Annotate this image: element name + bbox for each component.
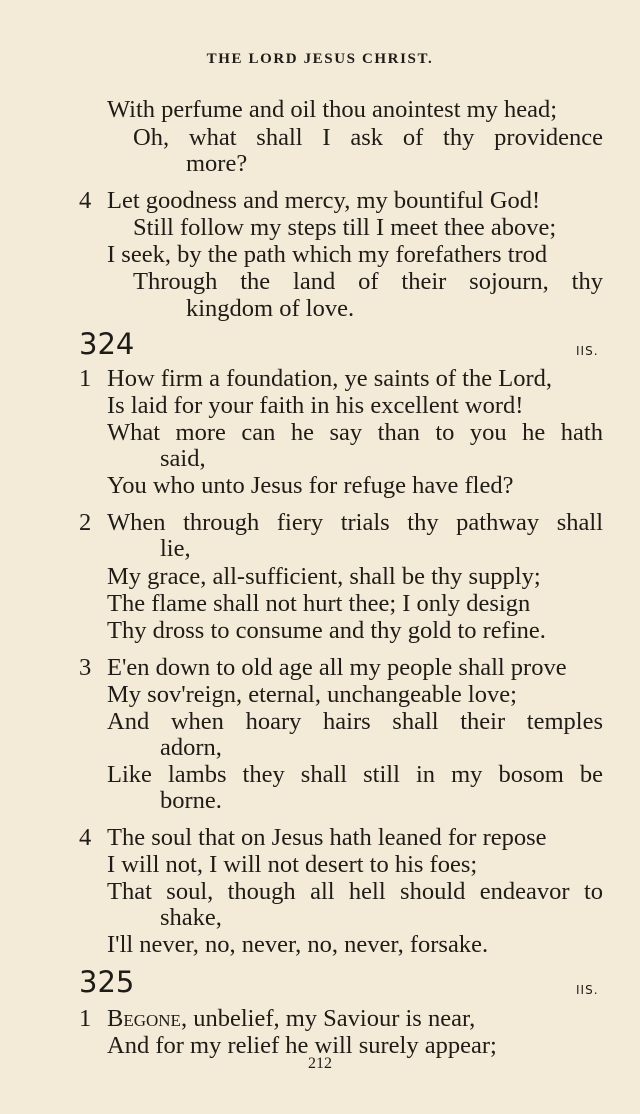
verse-line: And for my relief he will surely appear;	[107, 1032, 497, 1059]
verse-line-rest: unbelief, my Saviour is near,	[193, 1005, 476, 1032]
stanza-number: 2	[79, 509, 92, 536]
verse-line: kingdom of love.	[186, 295, 355, 322]
verse-line: The soul that on Jesus hath leaned for repose	[107, 824, 547, 851]
verse-line: With perfume and oil thou anointest my head;	[107, 96, 558, 123]
hymn-number: 324	[79, 327, 135, 361]
verse-line: Let goodness and mercy, my bountiful God!	[107, 187, 541, 214]
stanza-number: 4	[79, 824, 92, 851]
verse-line: shake,	[160, 904, 222, 931]
verse-line: E'en down to old age all my people shall prove	[107, 654, 567, 681]
verse-line: That soul, though all hell should endeavor to	[107, 878, 603, 905]
verse-line: Oh, what shall I ask of thy providence	[133, 124, 603, 151]
verse-line: adorn,	[160, 734, 222, 761]
verse-line	[107, 1005, 475, 1033]
verse-line: Thy dross to consume and thy gold to refine.	[107, 617, 546, 644]
page-number: 212	[308, 1055, 332, 1072]
verse-line: more?	[186, 150, 248, 177]
stanza-number: 3	[79, 654, 92, 681]
running-header: THE LORD JESUS CHRIST.	[206, 51, 434, 67]
verse-line: And when hoary hairs shall their temples	[107, 708, 603, 735]
stanza-number: 1	[79, 1005, 92, 1032]
verse-line: The flame shall not hurt thee; I only design	[107, 590, 531, 617]
stanza-number: 4	[79, 187, 92, 214]
hymn-number: 325	[79, 965, 135, 999]
verse-line: I will not, I will not desert to his foes;	[107, 851, 478, 878]
verse-line: When through fiery trials thy pathway shall	[107, 509, 603, 536]
verse-line: What more can he say than to you he hath	[107, 419, 603, 446]
verse-line: I'll never, no, never, no, never, forsake.	[107, 931, 489, 958]
verse-line: borne.	[160, 787, 222, 814]
tune-meter: IIS.	[576, 344, 599, 358]
verse-line: Through the land of their sojourn, thy	[133, 268, 603, 295]
verse-line: Still follow my steps till I meet thee above;	[133, 214, 557, 241]
verse-line: Like lambs they shall still in my bosom be	[107, 761, 603, 788]
verse-line: I seek, by the path which my forefathers trod	[107, 241, 548, 268]
verse-line: said,	[160, 445, 206, 472]
verse-line: My grace, all-sufficient, shall be thy supply;	[107, 563, 541, 590]
tune-meter: IIS.	[576, 983, 599, 997]
small-caps-first-word: Begone,	[107, 1005, 188, 1032]
verse-line: lie,	[160, 535, 191, 562]
stanza-number: 1	[79, 365, 92, 392]
verse-line: My sov'reign, eternal, unchangeable love;	[107, 681, 517, 708]
verse-line: Is laid for your faith in his excellent word!	[107, 392, 524, 419]
verse-line: How firm a foundation, ye saints of the Lord,	[107, 365, 552, 392]
verse-line: You who unto Jesus for refuge have fled?	[107, 472, 514, 499]
